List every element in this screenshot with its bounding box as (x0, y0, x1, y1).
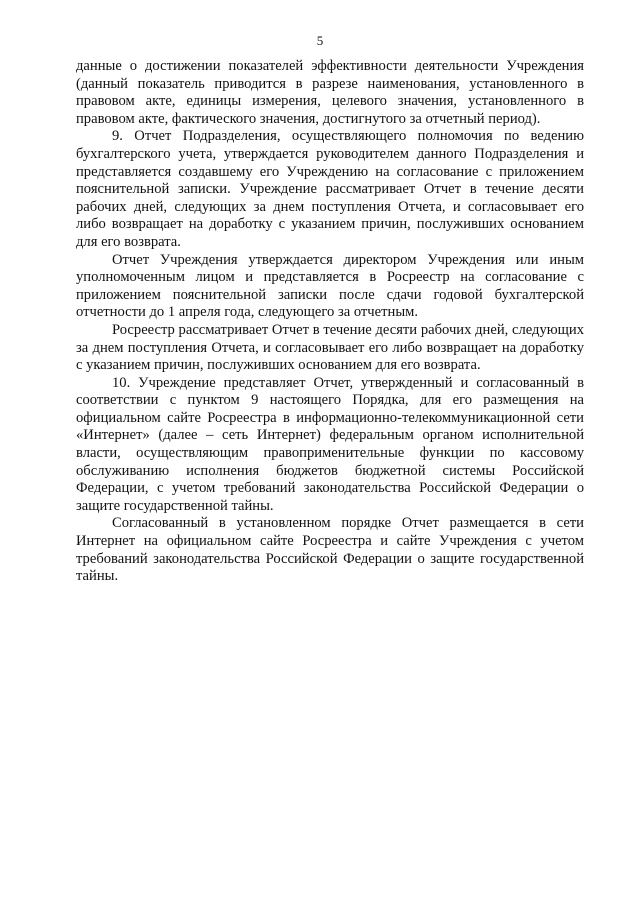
paragraph-continuation: данные о достижении показателей эффективности деятельности Учреждения (данный показатель приводится в разрезе наименования, установленного в правовом акте, единицы измерения, целевого значения, установленного в правовом акте, фактического значения, достигнутого за отчетный период). (76, 58, 584, 127)
document-body (76, 58, 584, 586)
paragraph-item-9: 9. Отчет Подразделения, осуществляющего полномочия по ведению бухгалтерского учета, утверждается руководителем данного Подразделения и представляется создавшему его Учреждению на согласование с приложением пояснительной записки. Учреждение рассматривает Отчет в течение десяти рабочих дней, следующих за днем поступления Отчета, и согласовывает его либо возвращает на доработку с указанием причин, послуживших основанием для его возврата. (76, 128, 584, 250)
paragraph-rosreestr-review: Росреестр рассматривает Отчет в течение десяти рабочих дней, следующих за днем поступления Отчета, и согласовывает его либо возвращает на доработку с указанием причин, послуживших основанием для его возврата. (76, 321, 584, 374)
paragraph-institution-report: Отчет Учреждения утверждается директором Учреждения или иным уполномоченным лицом и представляется в Росреестр на согласование с приложением пояснительной записки после сдачи годовой бухгалтерской отчетности до 1 апреля года, следующего за отчетным. (76, 251, 584, 321)
paragraph-item-10: 10. Учреждение представляет Отчет, утвержденный и согласованный в соответствии с пунктом 9 настоящего Порядка, для его размещения на официальном сайте Росреестра в информационно-телекоммуникационной сети «Интернет» (далее – сеть Интернет) федеральным органом исполнительной власти, осуществляющим правоприменительные функции по кассовому обслуживанию исполнения бюджетов бюджетной системы Российской Федерации, с учетом требований законодательства Российской Федерации о защите государственной тайны. (76, 374, 584, 514)
page-number: 5 (316, 33, 324, 48)
paragraph-publication: Согласованный в установленном порядке Отчет размещается в сети Интернет на официальном сайте Росреестра и сайте Учреждения с учетом требований законодательства Российской Федерации о защите государственной тайны. (76, 515, 584, 585)
